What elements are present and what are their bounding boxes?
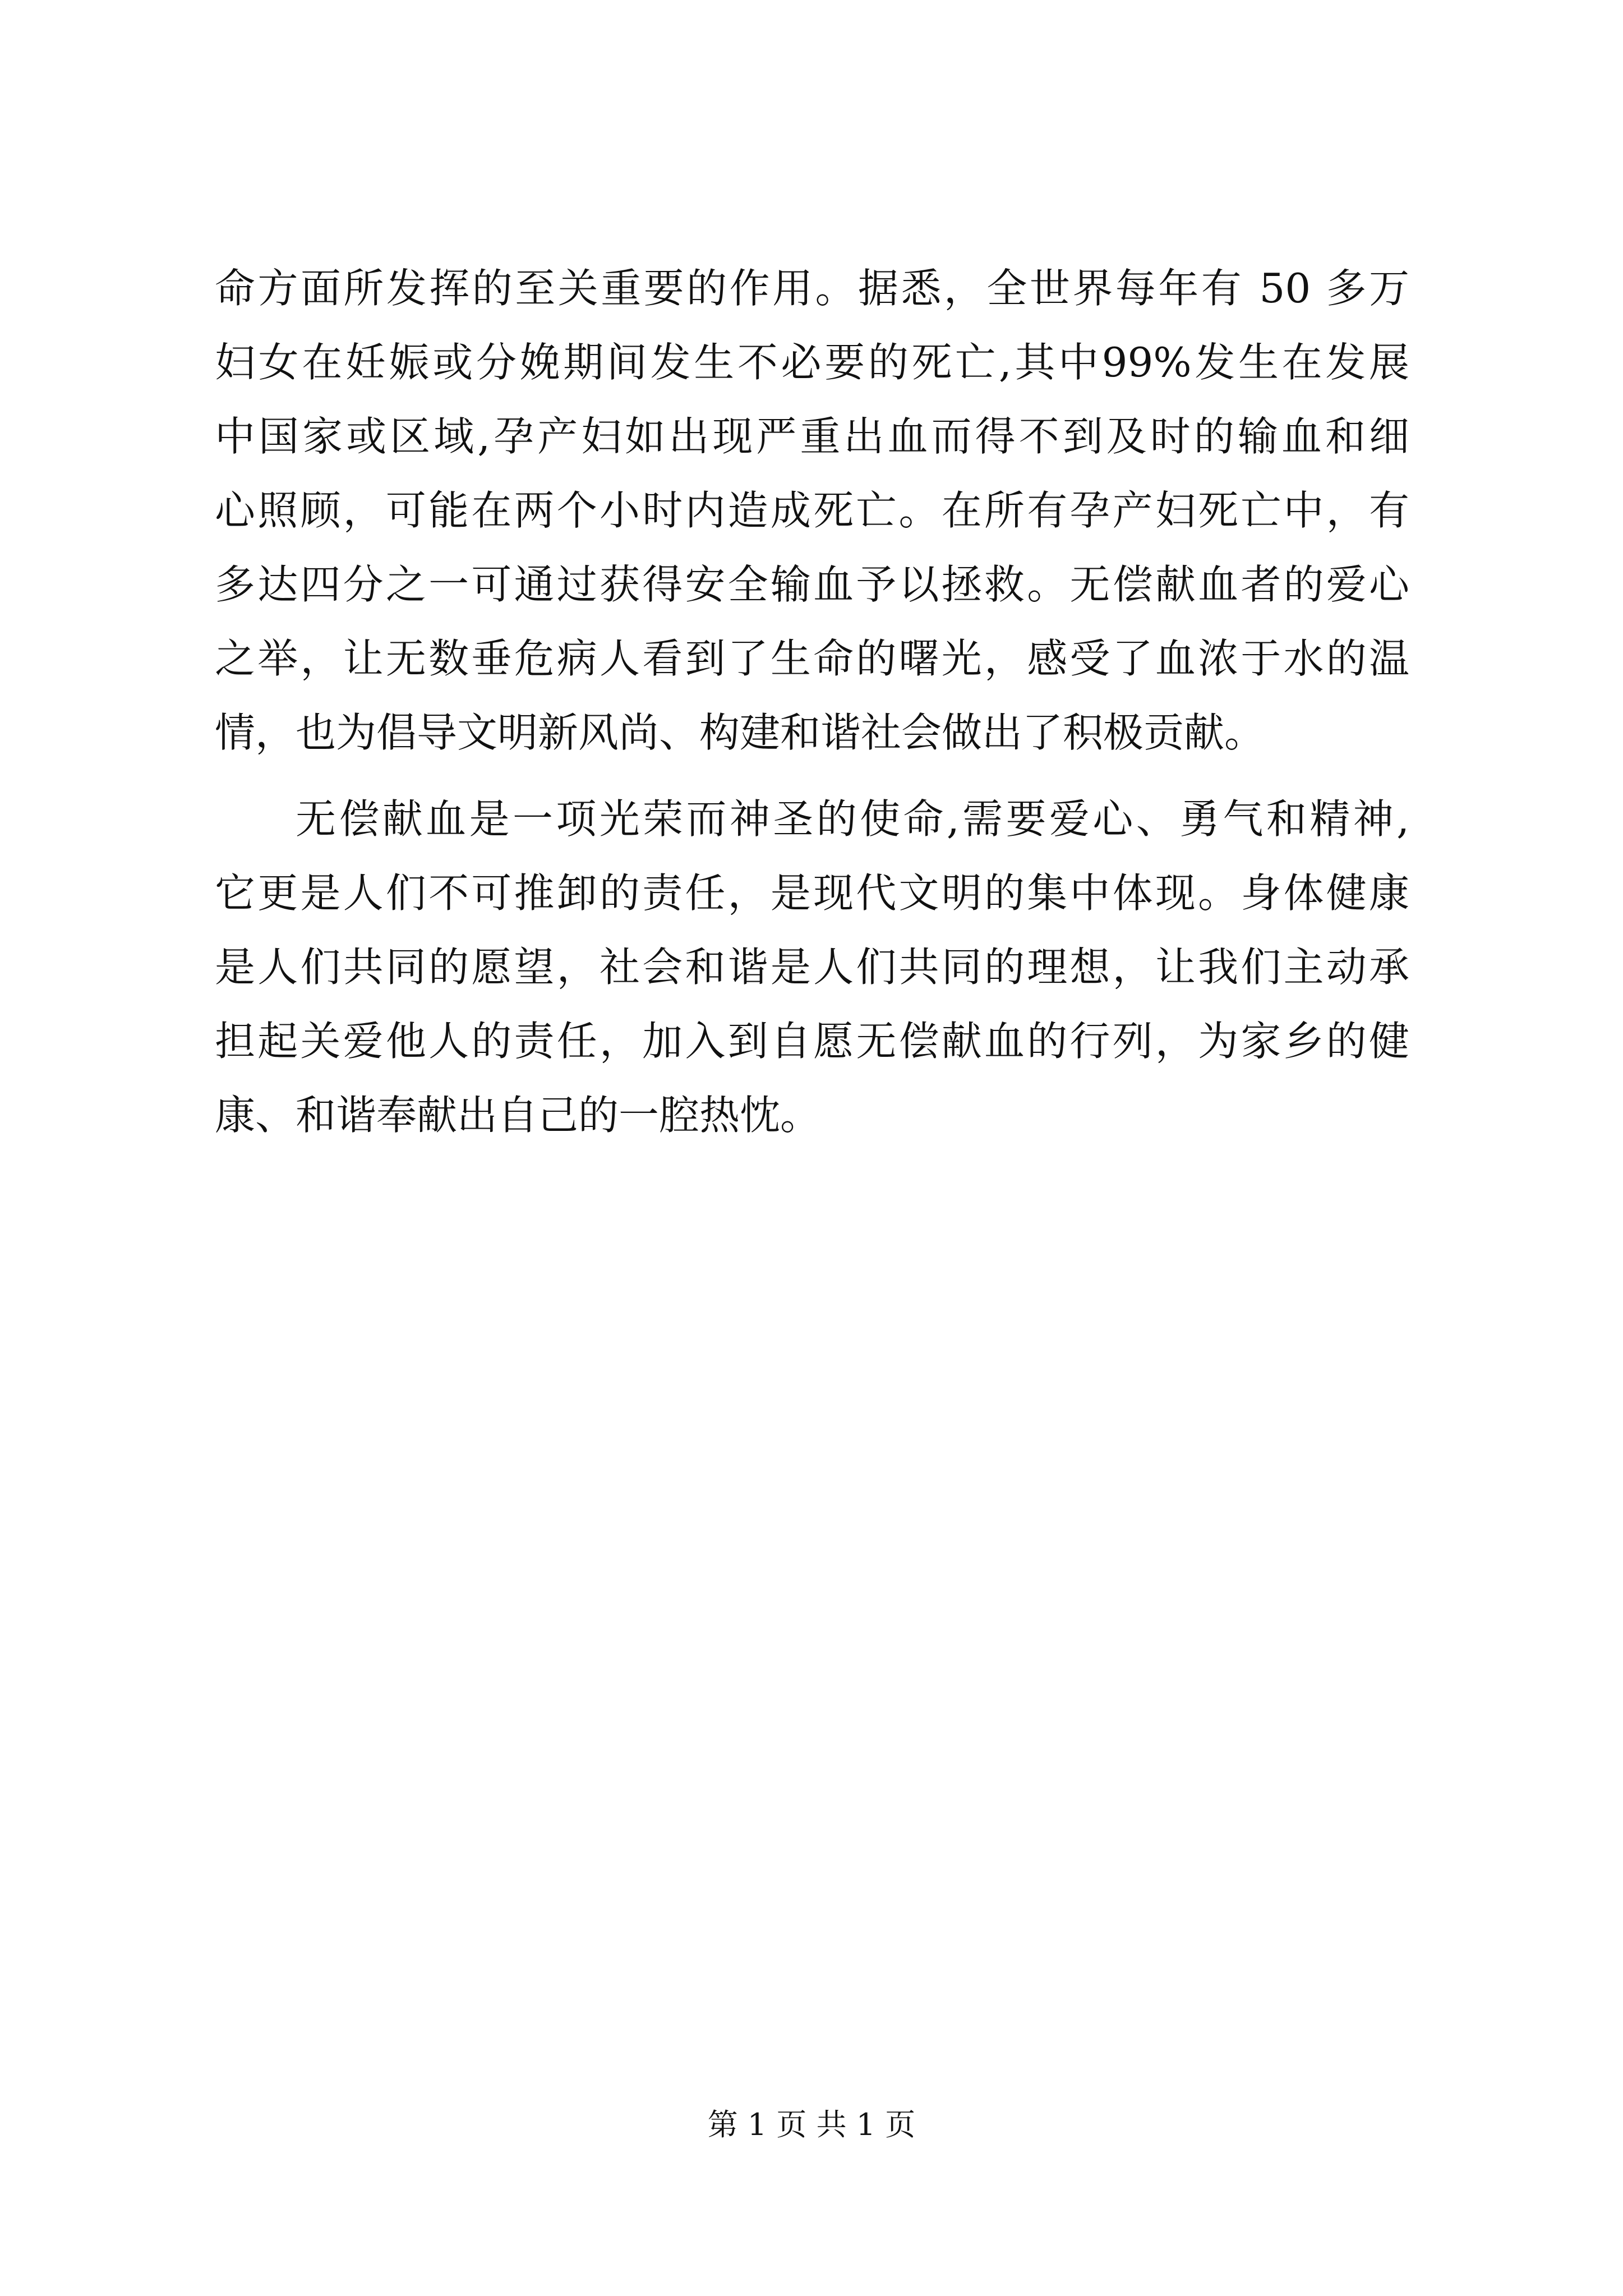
text-line: 妇女在妊娠或分娩期间发生不必要的死亡,其中99%发生在发展 bbox=[215, 339, 1409, 386]
text-line: 之举，让无数垂危病人看到了生命的曙光，感受了血浓于水的温 bbox=[215, 635, 1409, 682]
text-line: 情，也为倡导文明新风尚、构建和谐社会做出了积极贡献。 bbox=[215, 709, 1265, 756]
text-line: 无偿献血是一项光荣而神圣的使命,需要爱心、勇气和精神, bbox=[296, 795, 1409, 843]
text-line: 心照顾，可能在两个小时内造成死亡。在所有孕产妇死亡中，有 bbox=[215, 487, 1409, 534]
document-body bbox=[215, 251, 1409, 1152]
page-number-label: 第 1 页 共 1 页 bbox=[707, 2107, 916, 2142]
paragraph-1 bbox=[215, 251, 1409, 770]
page-footer bbox=[0, 2101, 1623, 2144]
text-line: 命方面所发挥的至关重要的作用。据悉，全世界每年有 50 多万 bbox=[215, 265, 1409, 312]
text-line: 多达四分之一可通过获得安全输血予以拯救。无偿献血者的爱心 bbox=[215, 561, 1409, 608]
text-line: 中国家或区域,孕产妇如出现严重出血而得不到及时的输血和细 bbox=[215, 413, 1409, 460]
text-line: 康、和谐奉献出自己的一腔热忱。 bbox=[215, 1092, 821, 1139]
text-line: 担起关爱他人的责任，加入到自愿无偿献血的行列，为家乡的健 bbox=[215, 1018, 1409, 1065]
paragraph-spacer bbox=[215, 770, 1409, 782]
text-line: 它更是人们不可推卸的责任，是现代文明的集中体现。身体健康 bbox=[215, 869, 1409, 917]
text-line: 是人们共同的愿望，社会和谐是人们共同的理想，让我们主动承 bbox=[215, 944, 1409, 991]
paragraph-2 bbox=[215, 782, 1409, 1152]
